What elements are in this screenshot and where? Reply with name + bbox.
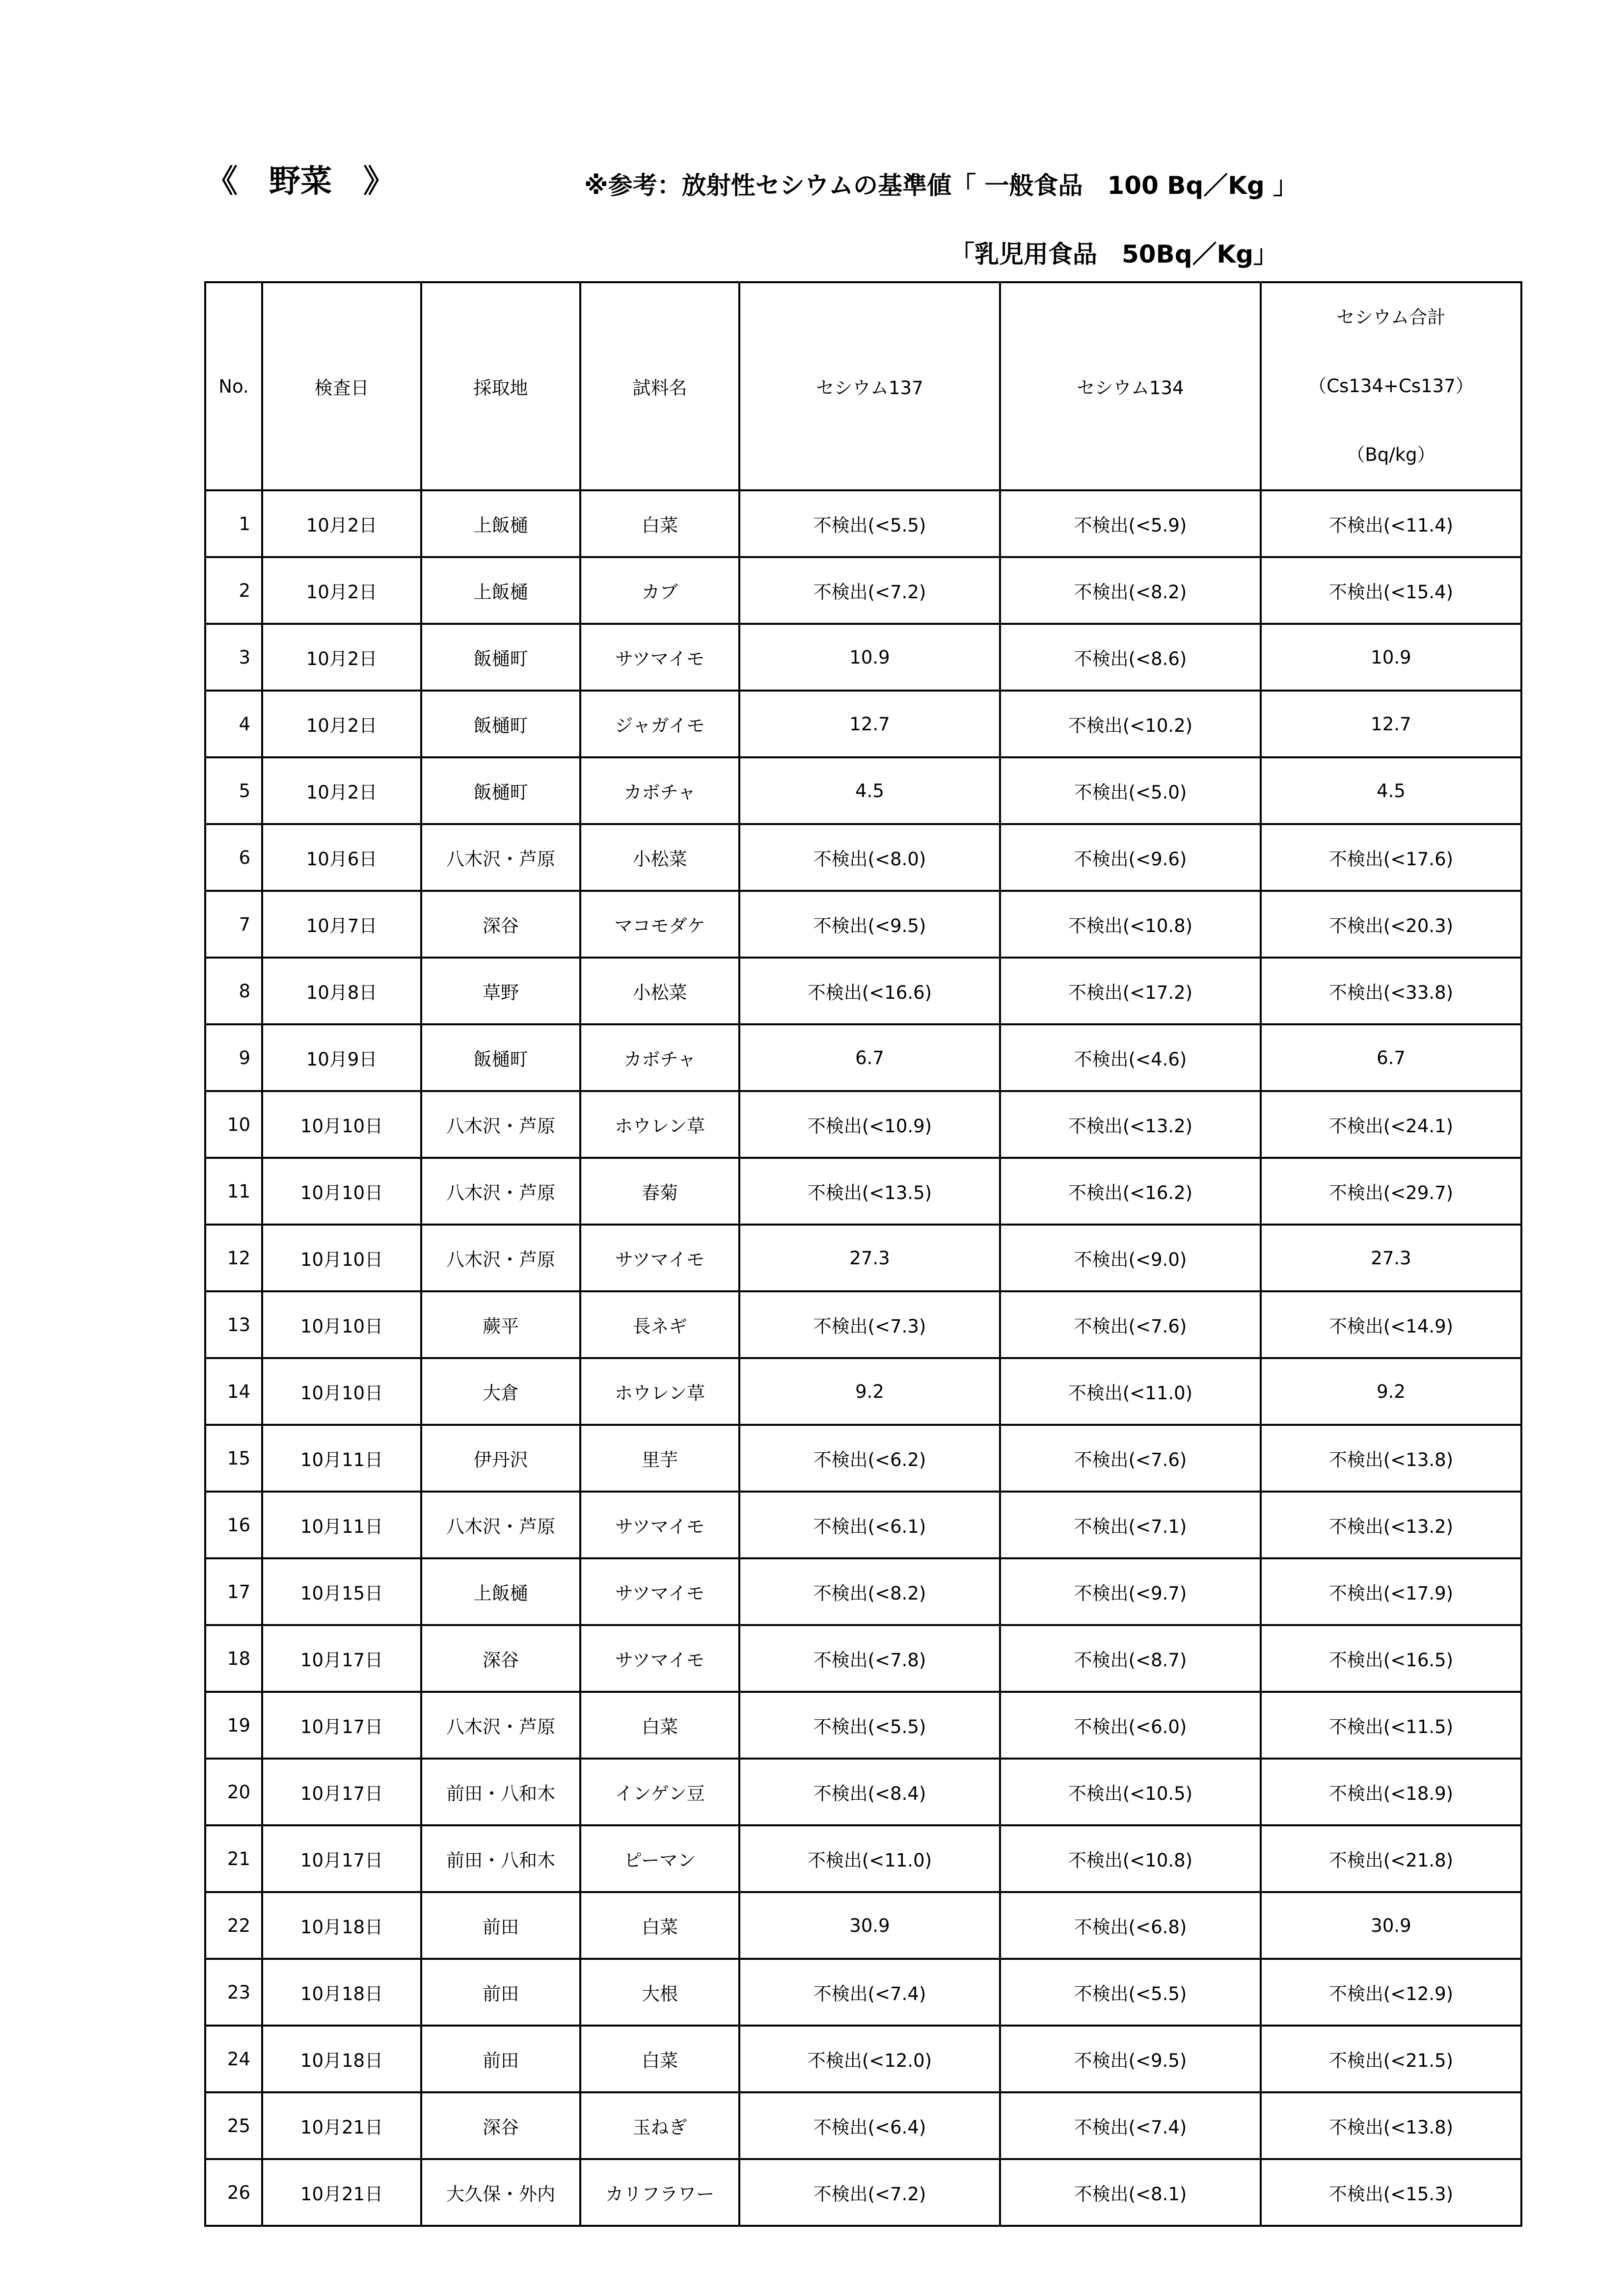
cell-cs134: 不検出(<6.0)	[1000, 1692, 1261, 1759]
table-row	[205, 824, 1521, 891]
cell-date: 10月15日	[262, 1558, 421, 1625]
cell-no: 13	[205, 1291, 262, 1358]
cell-total: 不検出(<21.8)	[1261, 1825, 1521, 1892]
cell-cs134: 不検出(<7.6)	[1000, 1291, 1261, 1358]
cell-total: 不検出(<11.4)	[1261, 490, 1521, 557]
cell-total: 不検出(<15.3)	[1261, 2159, 1521, 2226]
cell-cs134: 不検出(<8.7)	[1000, 1625, 1261, 1692]
cell-date: 10月6日	[262, 824, 421, 891]
cell-cs134: 不検出(<17.2)	[1000, 958, 1261, 1024]
header-date: 検査日	[262, 282, 421, 490]
table-row	[205, 1425, 1521, 1492]
cell-sample: サツマイモ	[580, 1558, 739, 1625]
cell-no: 19	[205, 1692, 262, 1759]
cell-no: 23	[205, 1959, 262, 2026]
cell-sample: サツマイモ	[580, 1492, 739, 1558]
cell-location: 八木沢・芦原	[421, 1158, 580, 1225]
cell-no: 18	[205, 1625, 262, 1692]
cell-sample: ジャガイモ	[580, 691, 739, 757]
cell-cs137: 不検出(<16.6)	[739, 958, 1000, 1024]
cell-cs134: 不検出(<8.6)	[1000, 624, 1261, 691]
cell-sample: カボチャ	[580, 1024, 739, 1091]
cell-cs134: 不検出(<13.2)	[1000, 1091, 1261, 1158]
header-total-unit: （Bq/kg）	[1347, 444, 1435, 465]
cell-cs134: 不検出(<7.1)	[1000, 1492, 1261, 1558]
cell-location: 前田	[421, 1892, 580, 1959]
cell-cs134: 不検出(<8.2)	[1000, 557, 1261, 624]
cell-cs137: 不検出(<6.4)	[739, 2092, 1000, 2159]
cell-sample: カリフラワー	[580, 2159, 739, 2226]
cell-sample: 白菜	[580, 1892, 739, 1959]
cell-date: 10月7日	[262, 891, 421, 958]
cell-date: 10月10日	[262, 1158, 421, 1225]
header-total-formula: （Cs134+Cs137）	[1308, 375, 1474, 397]
cell-cs137: 不検出(<7.2)	[739, 557, 1000, 624]
header-no: No.	[205, 282, 262, 490]
table-row	[205, 1892, 1521, 1959]
cell-date: 10月17日	[262, 1625, 421, 1692]
cell-date: 10月10日	[262, 1291, 421, 1358]
cell-location: 飯樋町	[421, 1024, 580, 1091]
header-location: 採取地	[421, 282, 580, 490]
results-table	[204, 281, 1522, 2227]
cell-cs134: 不検出(<10.8)	[1000, 1825, 1261, 1892]
cell-location: 上飯樋	[421, 490, 580, 557]
cell-location: 八木沢・芦原	[421, 1492, 580, 1558]
table-row	[205, 1091, 1521, 1158]
cell-sample: マコモダケ	[580, 891, 739, 958]
cell-cs137: 12.7	[739, 691, 1000, 757]
cell-total: 不検出(<17.6)	[1261, 824, 1521, 891]
cell-sample: インゲン豆	[580, 1759, 739, 1825]
cell-no: 1	[205, 490, 262, 557]
cell-total: 不検出(<14.9)	[1261, 1291, 1521, 1358]
cell-location: 八木沢・芦原	[421, 1692, 580, 1759]
cell-sample: 白菜	[580, 490, 739, 557]
cell-sample: ピーマン	[580, 1825, 739, 1892]
cell-no: 5	[205, 757, 262, 824]
cell-date: 10月8日	[262, 958, 421, 1024]
cell-location: 上飯樋	[421, 557, 580, 624]
table-row	[205, 1825, 1521, 1892]
cell-sample: 白菜	[580, 1692, 739, 1759]
cell-location: 飯樋町	[421, 624, 580, 691]
cell-cs134: 不検出(<5.0)	[1000, 757, 1261, 824]
header-sample: 試料名	[580, 282, 739, 490]
cell-cs137: 6.7	[739, 1024, 1000, 1091]
cell-date: 10月17日	[262, 1825, 421, 1892]
table-row	[205, 757, 1521, 824]
reference-standard-infant: 「乳児用食品 50Bq／Kg」	[950, 240, 1278, 268]
cell-date: 10月2日	[262, 757, 421, 824]
cell-location: 八木沢・芦原	[421, 1091, 580, 1158]
cell-location: 深谷	[421, 2092, 580, 2159]
cell-no: 24	[205, 2026, 262, 2092]
cell-cs137: 不検出(<7.8)	[739, 1625, 1000, 1692]
cell-location: 飯樋町	[421, 691, 580, 757]
cell-total: 12.7	[1261, 691, 1521, 757]
cell-no: 8	[205, 958, 262, 1024]
cell-cs137: 不検出(<8.0)	[739, 824, 1000, 891]
cell-total: 不検出(<13.2)	[1261, 1492, 1521, 1558]
cell-cs137: 不検出(<7.4)	[739, 1959, 1000, 2026]
table-row	[205, 891, 1521, 958]
cell-no: 9	[205, 1024, 262, 1091]
cell-date: 10月2日	[262, 691, 421, 757]
cell-location: 前田	[421, 2026, 580, 2092]
cell-no: 11	[205, 1158, 262, 1225]
cell-sample: サツマイモ	[580, 1225, 739, 1291]
cell-cs134: 不検出(<7.4)	[1000, 2092, 1261, 2159]
cell-cs137: 不検出(<7.2)	[739, 2159, 1000, 2226]
cell-location: 前田・八和木	[421, 1759, 580, 1825]
cell-date: 10月18日	[262, 1959, 421, 2026]
cell-total: 9.2	[1261, 1358, 1521, 1425]
cell-cs137: 不検出(<5.5)	[739, 490, 1000, 557]
cell-sample: 長ネギ	[580, 1291, 739, 1358]
cell-total: 不検出(<11.5)	[1261, 1692, 1521, 1759]
cell-date: 10月2日	[262, 557, 421, 624]
cell-date: 10月9日	[262, 1024, 421, 1091]
cell-no: 6	[205, 824, 262, 891]
cell-cs137: 27.3	[739, 1225, 1000, 1291]
header-row	[205, 282, 1521, 490]
table-row	[205, 1692, 1521, 1759]
cell-cs137: 不検出(<11.0)	[739, 1825, 1000, 1892]
cell-date: 10月21日	[262, 2092, 421, 2159]
cell-cs134: 不検出(<7.6)	[1000, 1425, 1261, 1492]
cell-sample: 里芋	[580, 1425, 739, 1492]
cell-cs134: 不検出(<9.7)	[1000, 1558, 1261, 1625]
table-row	[205, 1759, 1521, 1825]
cell-total: 6.7	[1261, 1024, 1521, 1091]
cell-total: 不検出(<21.5)	[1261, 2026, 1521, 2092]
cell-cs137: 不検出(<9.5)	[739, 891, 1000, 958]
cell-location: 大倉	[421, 1358, 580, 1425]
cell-cs134: 不検出(<8.1)	[1000, 2159, 1261, 2226]
cell-no: 2	[205, 557, 262, 624]
cell-no: 15	[205, 1425, 262, 1492]
header-cs137: セシウム137	[739, 282, 1000, 490]
cell-no: 4	[205, 691, 262, 757]
cell-no: 10	[205, 1091, 262, 1158]
cell-cs137: 不検出(<8.4)	[739, 1759, 1000, 1825]
cell-date: 10月11日	[262, 1425, 421, 1492]
cell-no: 22	[205, 1892, 262, 1959]
cell-cs137: 30.9	[739, 1892, 1000, 1959]
cell-total: 不検出(<29.7)	[1261, 1158, 1521, 1225]
cell-sample: ホウレン草	[580, 1091, 739, 1158]
cell-location: 前田・八和木	[421, 1825, 580, 1892]
category-title: 《 野菜 》	[206, 163, 395, 200]
cell-date: 10月18日	[262, 2026, 421, 2092]
table-row	[205, 490, 1521, 557]
cell-no: 17	[205, 1558, 262, 1625]
cell-date: 10月10日	[262, 1358, 421, 1425]
cell-location: 上飯樋	[421, 1558, 580, 1625]
cell-no: 14	[205, 1358, 262, 1425]
cell-total: 不検出(<15.4)	[1261, 557, 1521, 624]
cell-sample: 大根	[580, 1959, 739, 2026]
table-row	[205, 1625, 1521, 1692]
cell-no: 25	[205, 2092, 262, 2159]
cell-total: 不検出(<24.1)	[1261, 1091, 1521, 1158]
table-row	[205, 624, 1521, 691]
cell-sample: 玉ねぎ	[580, 2092, 739, 2159]
cell-cs137: 不検出(<8.2)	[739, 1558, 1000, 1625]
cell-total: 30.9	[1261, 1892, 1521, 1959]
cell-sample: 春菊	[580, 1158, 739, 1225]
header-cs134: セシウム134	[1000, 282, 1261, 490]
cell-sample: カブ	[580, 557, 739, 624]
cell-no: 21	[205, 1825, 262, 1892]
cell-cs134: 不検出(<16.2)	[1000, 1158, 1261, 1225]
cell-total: 27.3	[1261, 1225, 1521, 1291]
cell-cs134: 不検出(<5.9)	[1000, 490, 1261, 557]
cell-cs137: 不検出(<12.0)	[739, 2026, 1000, 2092]
cell-total: 10.9	[1261, 624, 1521, 691]
table-row	[205, 1225, 1521, 1291]
cell-cs137: 不検出(<13.5)	[739, 1158, 1000, 1225]
cell-no: 16	[205, 1492, 262, 1558]
cell-no: 12	[205, 1225, 262, 1291]
table-row	[205, 1959, 1521, 2026]
cell-cs137: 不検出(<5.5)	[739, 1692, 1000, 1759]
cell-cs134: 不検出(<10.2)	[1000, 691, 1261, 757]
cell-cs134: 不検出(<9.0)	[1000, 1225, 1261, 1291]
cell-cs134: 不検出(<11.0)	[1000, 1358, 1261, 1425]
cell-date: 10月2日	[262, 490, 421, 557]
cell-cs134: 不検出(<4.6)	[1000, 1024, 1261, 1091]
cell-total: 4.5	[1261, 757, 1521, 824]
cell-date: 10月2日	[262, 624, 421, 691]
cell-location: 八木沢・芦原	[421, 824, 580, 891]
cell-sample: 小松菜	[580, 958, 739, 1024]
table-row	[205, 1158, 1521, 1225]
cell-cs137: 不検出(<6.1)	[739, 1492, 1000, 1558]
cell-no: 3	[205, 624, 262, 691]
cell-date: 10月10日	[262, 1091, 421, 1158]
table-row	[205, 1291, 1521, 1358]
cell-date: 10月21日	[262, 2159, 421, 2226]
cell-cs137: 10.9	[739, 624, 1000, 691]
header-total-title: セシウム合計	[1336, 307, 1446, 328]
cell-no: 26	[205, 2159, 262, 2226]
cell-total: 不検出(<20.3)	[1261, 891, 1521, 958]
cell-date: 10月11日	[262, 1492, 421, 1558]
header-total	[1261, 282, 1521, 490]
cell-location: 深谷	[421, 1625, 580, 1692]
cell-cs137: 不検出(<10.9)	[739, 1091, 1000, 1158]
table-row	[205, 1024, 1521, 1091]
table-row	[205, 2026, 1521, 2092]
cell-date: 10月17日	[262, 1692, 421, 1759]
cell-total: 不検出(<16.5)	[1261, 1625, 1521, 1692]
cell-total: 不検出(<13.8)	[1261, 2092, 1521, 2159]
table-row	[205, 1358, 1521, 1425]
reference-standard-general: ※参考：放射性セシウムの基準値「 一般食品 100 Bq／Kg 」	[584, 171, 1298, 200]
cell-cs137: 不検出(<6.2)	[739, 1425, 1000, 1492]
cell-location: 蕨平	[421, 1291, 580, 1358]
cell-date: 10月10日	[262, 1225, 421, 1291]
cell-location: 深谷	[421, 891, 580, 958]
cell-location: 飯樋町	[421, 757, 580, 824]
cell-total: 不検出(<13.8)	[1261, 1425, 1521, 1492]
cell-no: 20	[205, 1759, 262, 1825]
table-row	[205, 2092, 1521, 2159]
cell-total: 不検出(<18.9)	[1261, 1759, 1521, 1825]
table-row	[205, 1492, 1521, 1558]
table-row	[205, 2159, 1521, 2226]
table-row	[205, 958, 1521, 1024]
cell-cs134: 不検出(<10.8)	[1000, 891, 1261, 958]
cell-total: 不検出(<17.9)	[1261, 1558, 1521, 1625]
cell-cs134: 不検出(<9.5)	[1000, 2026, 1261, 2092]
cell-location: 八木沢・芦原	[421, 1225, 580, 1291]
cell-sample: 白菜	[580, 2026, 739, 2092]
table-row	[205, 557, 1521, 624]
cell-date: 10月17日	[262, 1759, 421, 1825]
cell-cs137: 4.5	[739, 757, 1000, 824]
cell-location: 大久保・外内	[421, 2159, 580, 2226]
cell-sample: サツマイモ	[580, 1625, 739, 1692]
cell-cs134: 不検出(<5.5)	[1000, 1959, 1261, 2026]
cell-sample: ホウレン草	[580, 1358, 739, 1425]
table-row	[205, 691, 1521, 757]
cell-cs134: 不検出(<9.6)	[1000, 824, 1261, 891]
cell-sample: サツマイモ	[580, 624, 739, 691]
cell-cs134: 不検出(<6.8)	[1000, 1892, 1261, 1959]
cell-date: 10月18日	[262, 1892, 421, 1959]
cell-location: 草野	[421, 958, 580, 1024]
cell-location: 伊丹沢	[421, 1425, 580, 1492]
cell-sample: 小松菜	[580, 824, 739, 891]
table-row	[205, 1558, 1521, 1625]
cell-cs137: 9.2	[739, 1358, 1000, 1425]
cell-total: 不検出(<12.9)	[1261, 1959, 1521, 2026]
cell-location: 前田	[421, 1959, 580, 2026]
cell-cs137: 不検出(<7.3)	[739, 1291, 1000, 1358]
cell-total: 不検出(<33.8)	[1261, 958, 1521, 1024]
cell-no: 7	[205, 891, 262, 958]
cell-cs134: 不検出(<10.5)	[1000, 1759, 1261, 1825]
cell-sample: カボチャ	[580, 757, 739, 824]
